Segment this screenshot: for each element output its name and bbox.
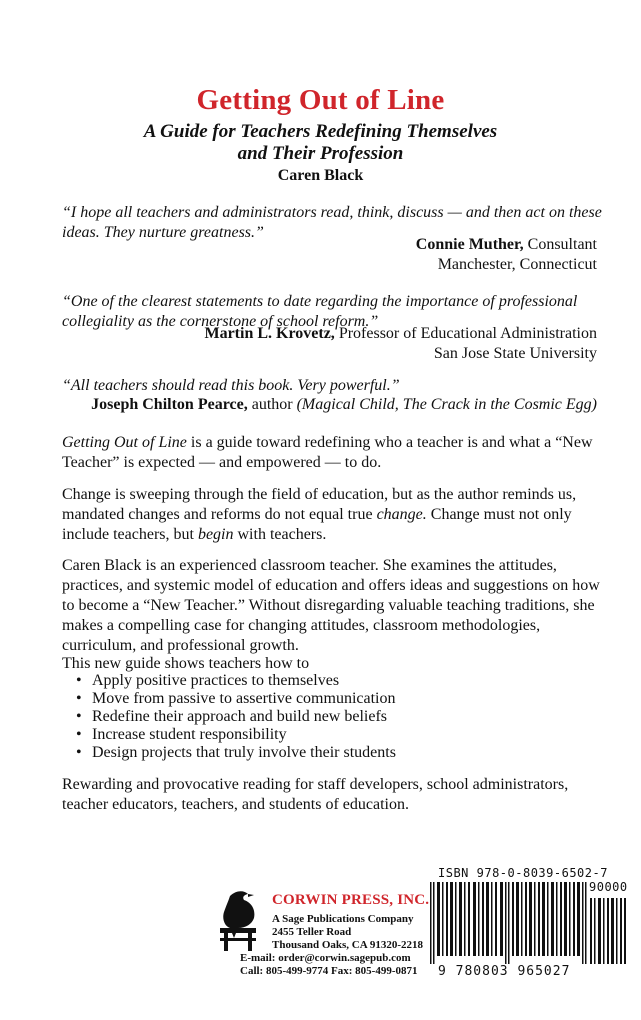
subtitle-line-2: and Their Profession xyxy=(237,143,404,164)
subtitle-line-1: A Guide for Teachers Redefining Themselves xyxy=(143,121,498,142)
description-paragraph-2 xyxy=(62,485,610,545)
endorser-role-3: author xyxy=(247,396,297,413)
endorser-role-1: Consultant xyxy=(523,236,597,253)
book-subtitle xyxy=(0,121,641,165)
publisher-email: E-mail: order@corwin.sagepub.com xyxy=(240,952,411,964)
publisher-company: A Sage Publications Company xyxy=(272,913,414,925)
list-item: • Apply positive practices to themselves xyxy=(62,672,610,690)
endorser-place-2: San Jose State University xyxy=(433,345,597,362)
benefits-list xyxy=(62,672,610,762)
description-paragraph-1 xyxy=(62,433,610,473)
inline-book-title: Getting Out of Line xyxy=(62,434,187,451)
list-item: • Redefine their approach and build new beliefs xyxy=(62,708,610,726)
crow-logo-icon xyxy=(214,888,266,954)
barcode-digits: 9 780803 965027 xyxy=(438,964,571,979)
isbn-barcode-icon xyxy=(428,882,588,964)
endorsement-quote-3: “All teachers should read this book. Very powerful.” xyxy=(62,377,400,394)
endorser-name-2: Martin L. Krovetz, xyxy=(204,325,335,342)
publisher-phones: Call: 805-499-9774 Fax: 805-499-0871 xyxy=(240,965,418,977)
publisher-name: CORWIN PRESS, INC. xyxy=(272,892,430,908)
list-item: • Increase student responsibility xyxy=(62,726,610,744)
book-author: Caren Black xyxy=(277,167,364,184)
endorsement-attribution-3 xyxy=(91,395,597,415)
paragraph-1-text: is a guide toward redefining who a teacher is and what a “New Teacher” is expected — and empowered — to do. xyxy=(62,434,593,471)
endorsement-attribution-1 xyxy=(416,235,597,255)
price-code: 90000 xyxy=(589,880,628,894)
endorser-role-2: Professor of Educational Administration xyxy=(334,325,597,342)
endorsement-quote-2: “One of the clearest statements to date regarding the importance of professional collegiality as the cornerstone of school reform.” xyxy=(62,293,578,330)
closing-paragraph: Rewarding and provocative reading for staff developers, school administrators, teacher educators, teachers, and students of education. xyxy=(62,776,569,813)
paragraph-2-emphasis-begin: begin xyxy=(197,526,234,543)
publisher-street: 2455 Teller Road xyxy=(272,926,352,938)
description-paragraph-3: Caren Black is an experienced classroom teacher. She examines the attitudes, practices, and systemic model of education and offers ideas and suggestions on how to become a “New Teacher.” Without disregarding valuable teaching traditions, she makes a compelling case for changing attitudes, classroom methodologies, curriculum, and professional growth. xyxy=(62,557,600,654)
list-item: • Design projects that truly involve their students xyxy=(62,744,610,762)
price-barcode-icon xyxy=(588,898,628,964)
endorser-name-1: Connie Muther, xyxy=(415,236,524,253)
endorser-name-3: Joseph Chilton Pearce, xyxy=(91,396,248,413)
endorsement-quote-1: “I hope all teachers and administrators read, think, discuss — and then act on these ideas. They nurture greatness.” xyxy=(62,204,602,241)
endorser-works-3: (Magical Child, The Crack in the Cosmic Egg) xyxy=(296,396,597,413)
paragraph-2-text-c: with teachers. xyxy=(233,526,327,543)
endorser-place-1: Manchester, Connecticut xyxy=(437,256,597,273)
isbn-label: ISBN 978-0-8039-6502-7 xyxy=(438,866,608,880)
paragraph-2-emphasis-change: change. xyxy=(376,506,427,523)
paragraph-2-text-b: Change must not only include teachers, but xyxy=(62,506,572,543)
endorsement-attribution-2 xyxy=(204,324,597,344)
list-item: • Move from passive to assertive communication xyxy=(62,690,610,708)
benefits-intro: This new guide shows teachers how to xyxy=(62,655,310,672)
publisher-city: Thousand Oaks, CA 91320-2218 xyxy=(272,939,423,951)
book-title: Getting Out of Line xyxy=(196,84,445,116)
paragraph-2-text-a: Change is sweeping through the field of education, but as the author reminds us, mandated changes and reforms do not equal true xyxy=(62,486,577,523)
